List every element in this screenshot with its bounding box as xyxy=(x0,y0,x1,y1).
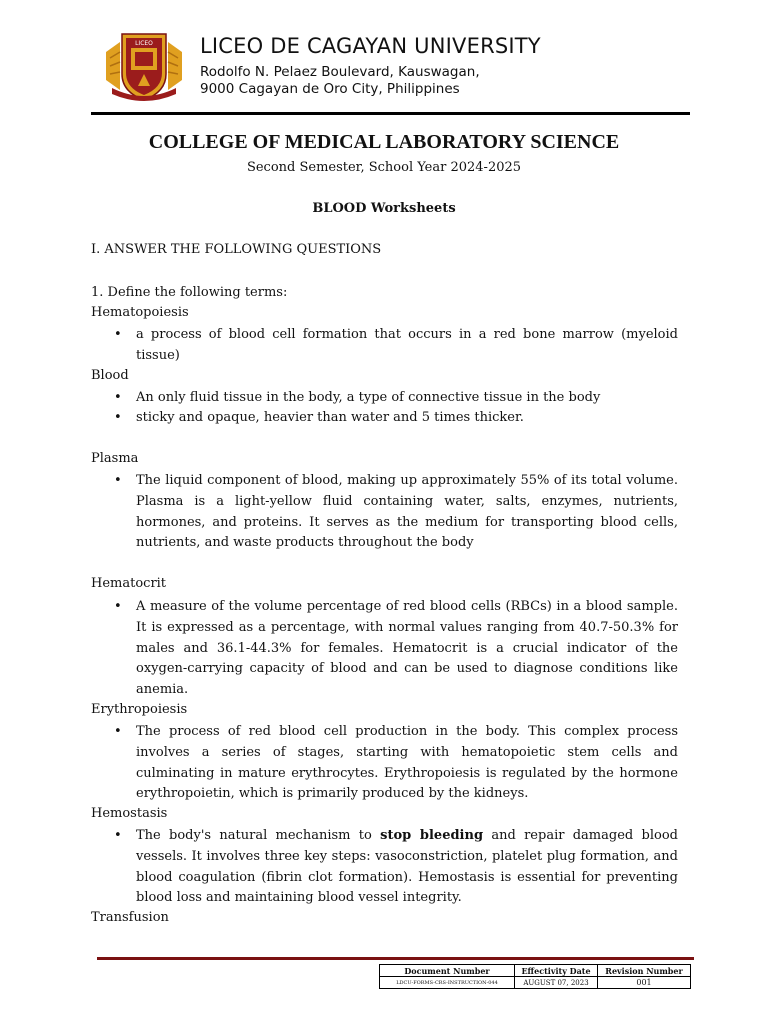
list-item xyxy=(114,722,678,805)
revision-header: Revision Number xyxy=(598,965,691,977)
question-line: 1. Define the following terms: xyxy=(91,285,288,300)
university-logo xyxy=(104,30,184,102)
bullet-icon: • xyxy=(114,410,122,425)
definition-text-end: and repair damaged blood vessels. It involves three key steps: vasoconstriction, platelet plug formation, and blood coagulation (fibrin clot formation). Hemostasis is essential for preventing blood loss and maintaining blood vessel integrity. xyxy=(136,828,678,906)
term-hematopoiesis: Hematopoiesis xyxy=(91,305,189,320)
bullet-icon: • xyxy=(114,327,122,342)
term-transfusion: Transfusion xyxy=(91,910,169,925)
term-hemostasis: Hemostasis xyxy=(91,806,168,821)
term-hematocrit: Hematocrit xyxy=(91,576,167,591)
definition-text: An only fluid tissue in the body, a type of connective tissue in the body xyxy=(136,390,601,405)
effectivity-value: AUGUST 07, 2023 xyxy=(515,977,598,989)
worksheet-title: BLOOD Worksheets xyxy=(312,201,456,216)
bullet-icon: • xyxy=(114,599,122,614)
term-erythropoiesis: Erythropoiesis xyxy=(91,702,188,717)
definition-text: A measure of the volume percentage of red blood cells (RBCs) in a blood sample. It is expressed as a percentage, with normal values ranging from 40.7-50.3% for males and 36.1-44.3% for females. Hematocrit is a crucial indicator of the oxygen-carrying capacity of blood and can be used to diagnose conditions like anemia. xyxy=(136,599,678,698)
document-info-table xyxy=(379,964,691,989)
term-blood: Blood xyxy=(91,368,129,383)
definition-text-start: The body's natural mechanism to xyxy=(136,828,381,843)
college-title: COLLEGE OF MEDICAL LABORATORY SCIENCE xyxy=(148,131,620,153)
semester-line: Second Semester, School Year 2024-2025 xyxy=(246,160,522,175)
section-heading: I. ANSWER THE FOLLOWING QUESTIONS xyxy=(91,242,382,257)
definition-text: The liquid component of blood, making up approximately 55% of its total volume. Plasma is a light-yellow fluid containing water, salts, enzymes, nutrients, hormones, and proteins. It serves as the medium for transporting blood cells, nutrients, and waste products throughout the body xyxy=(136,473,678,551)
doc-number-header: Document Number xyxy=(380,965,515,977)
effectivity-header: Effectivity Date xyxy=(515,965,598,977)
doc-number-value: LDCU-FORMS-CRS-INSTRUCTION-044 xyxy=(380,977,515,989)
header-divider xyxy=(91,112,690,115)
definition-emphasis: stop bleeding xyxy=(380,828,484,843)
bullet-icon: • xyxy=(114,473,122,488)
bullet-icon: • xyxy=(114,390,122,405)
bullet-icon: • xyxy=(114,724,122,739)
footer-divider xyxy=(97,957,694,960)
list-item xyxy=(114,388,678,409)
university-name: LICEO DE CAGAYAN UNIVERSITY xyxy=(200,34,541,58)
definition-text: sticky and opaque, heavier than water and 5 times thicker. xyxy=(136,410,524,425)
list-item xyxy=(114,597,678,701)
list-item xyxy=(114,325,678,367)
address-line-2: 9000 Cagayan de Oro City, Philippines xyxy=(200,81,460,97)
list-item xyxy=(114,408,678,429)
list-item xyxy=(114,826,678,909)
revision-value: 001 xyxy=(598,977,691,989)
definition-text: a process of blood cell formation that occurs in a red bone marrow (myeloid tissue) xyxy=(136,327,678,363)
logo-text: LICEO xyxy=(135,40,153,47)
address-line-1: Rodolfo N. Pelaez Boulevard, Kauswagan, xyxy=(200,64,480,80)
bullet-icon: • xyxy=(114,828,122,843)
term-plasma: Plasma xyxy=(91,451,139,466)
definition-text: The process of red blood cell production in the body. This complex process involves a series of stages, starting with hematopoietic stem cells and culminating in mature erythrocytes. Erythropoiesis is regulated by the hormone erythropoietin, which is primarily produced by the kidneys. xyxy=(136,724,678,802)
list-item xyxy=(114,471,678,554)
